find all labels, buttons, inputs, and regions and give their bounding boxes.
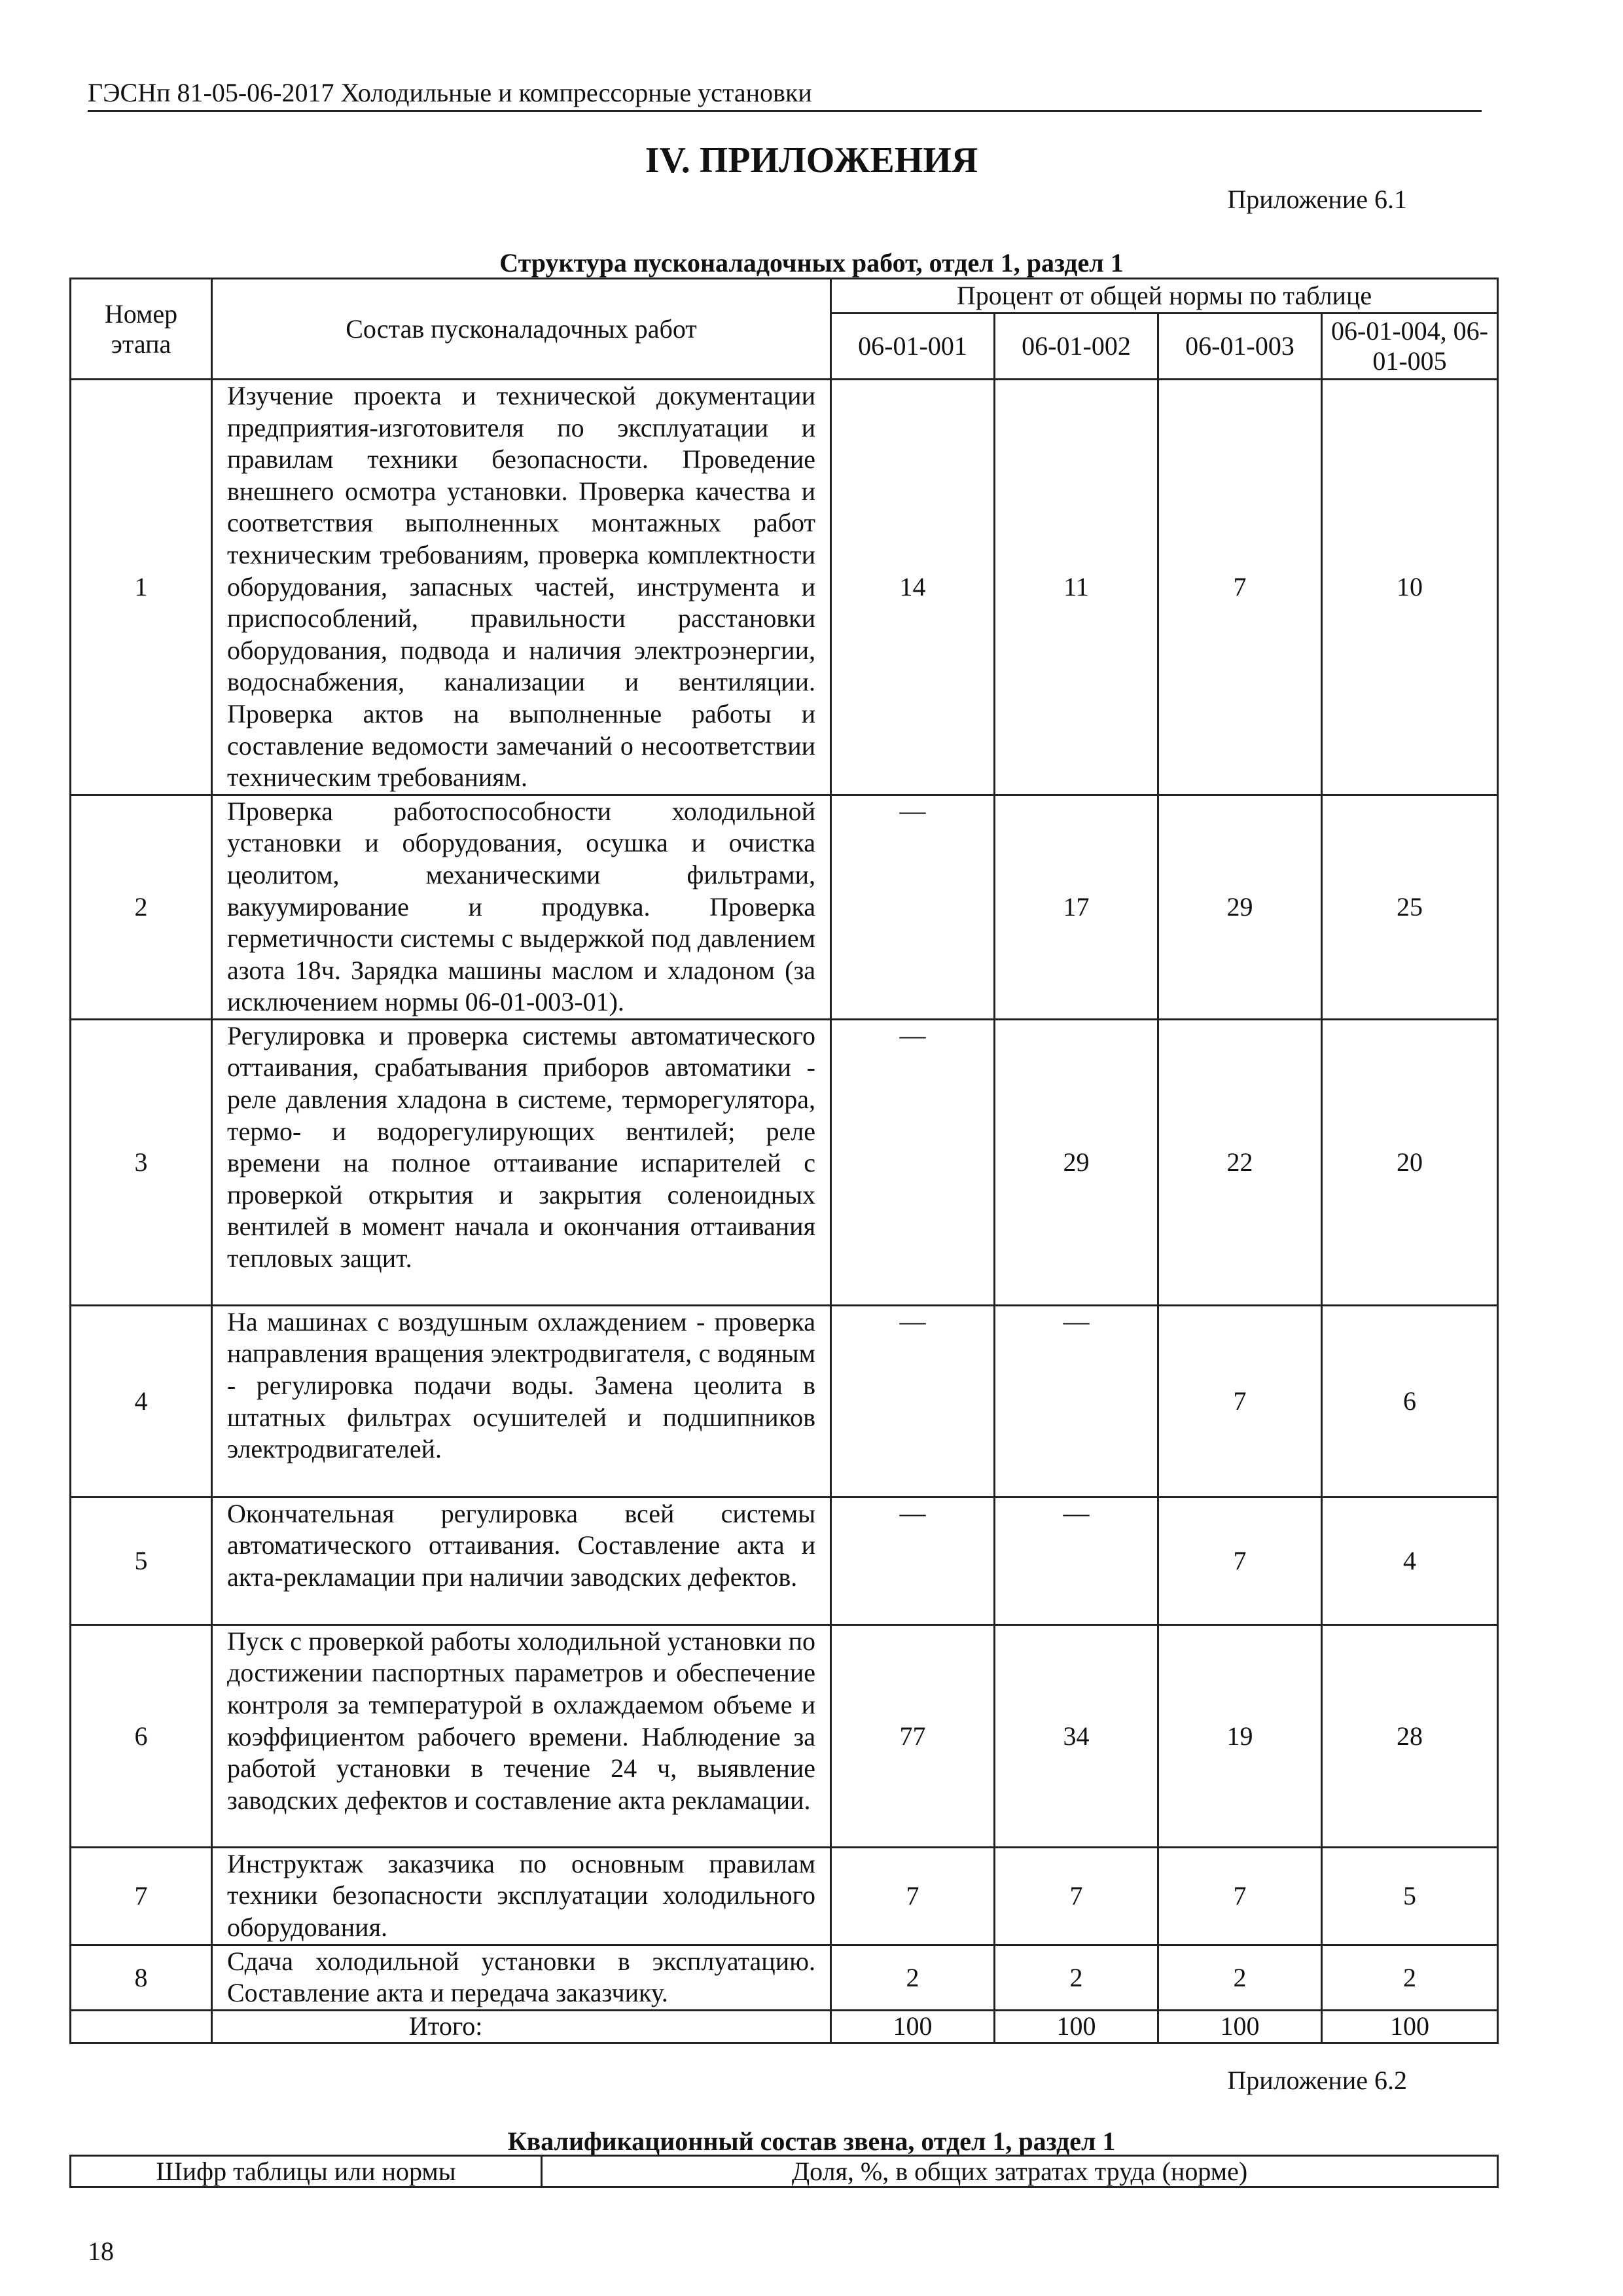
percent-value: 2: [1158, 1945, 1322, 2010]
dash-mark: —: [1063, 1498, 1090, 1528]
table-row: [71, 1497, 1498, 1624]
page-number: 18: [88, 2236, 114, 2266]
total-value: 100: [995, 2010, 1158, 2043]
dash-mark: —: [899, 1498, 926, 1528]
works-description: Изучение проекта и технической документации предприятия-изготовителя по эксплуатации и правилам техники безопасности. Проведение внешнего осмотра установки. Проверка качества и соответствия выполненных монтажных работ техническим требованиям, проверка комплектности оборудования, запасных частей, инструмента и приспособлений, правильности расстановки оборудования, подвода и наличия электроэнергии, водоснабжения, канализации и вентиляции. Проверка актов на выполненные работы и составление ведомости замечаний о несоответствии техническим требованиям.: [212, 380, 831, 795]
dash-mark: —: [899, 795, 926, 825]
total-value: 100: [1158, 2010, 1322, 2043]
percent-value: 34: [995, 1624, 1158, 1847]
table-row: [71, 1305, 1498, 1497]
percent-value: [831, 1019, 995, 1305]
dash-mark: —: [899, 1306, 926, 1336]
header-table-code: Шифр таблицы или нормы: [71, 2156, 542, 2187]
percent-value: [831, 795, 995, 1019]
stage-number: 7: [71, 1847, 212, 1945]
percent-value: 25: [1322, 795, 1498, 1019]
percent-value: [831, 1305, 995, 1497]
stage-number: 8: [71, 1945, 212, 2010]
stage-number: 3: [71, 1019, 212, 1305]
stage-number: 4: [71, 1305, 212, 1497]
header-stage-number: Номер этапа: [71, 279, 212, 380]
percent-value: 7: [1158, 1847, 1322, 1945]
percent-value: 77: [831, 1624, 995, 1847]
total-empty-cell: [71, 2010, 212, 2043]
running-header: ГЭСНп 81-05-06-2017 Холодильные и компрессорные установки: [88, 76, 1482, 112]
header-code-06-01-003: 06-01-003: [1158, 314, 1322, 380]
stage-number: 2: [71, 795, 212, 1019]
total-label: Итого:: [212, 2010, 831, 2043]
percent-value: 11: [995, 380, 1158, 795]
crew-qualification-table: [69, 2155, 1499, 2188]
appendix-6-1-label: Приложение 6.1: [1227, 185, 1407, 214]
commissioning-works-table: [69, 278, 1499, 2044]
works-description: Окончательная регулировка всей системы автоматического оттаивания. Составление акта и акта-рекламации при наличии заводских дефектов.: [212, 1497, 831, 1624]
appendix-6-2-label: Приложение 6.2: [1227, 2066, 1407, 2095]
works-description: Пуск с проверкой работы холодильной установки по достижении паспортных параметров и обеспечение контроля за температурой в охлаждаемом объеме и коэффициентом рабочего времени. Наблюдение за работой установки в течение 24 ч, выявление заводских дефектов и составление акта рекламации.: [212, 1624, 831, 1847]
dash-mark: —: [1063, 1306, 1090, 1336]
works-description: Инструктаж заказчика по основным правилам техники безопасности эксплуатации холодильного оборудования.: [212, 1847, 831, 1945]
percent-value: 2: [831, 1945, 995, 2010]
percent-value: 20: [1322, 1019, 1498, 1305]
percent-value: 2: [995, 1945, 1158, 2010]
stage-number: 5: [71, 1497, 212, 1624]
works-description: На машинах с воздушным охлаждением - проверка направления вращения электродвигателя, с водяным - регулировка подачи воды. Замена цеолита в штатных фильтрах осушителей и подшипников электродвигателей.: [212, 1305, 831, 1497]
header-labor-share: Доля, %, в общих затратах труда (норме): [542, 2156, 1498, 2187]
total-value: 100: [1322, 2010, 1498, 2043]
total-value: 100: [831, 2010, 995, 2043]
percent-value: 29: [1158, 795, 1322, 1019]
table-row: [71, 380, 1498, 795]
works-table-caption: Структура пусконаладочных работ, отдел 1, раздел 1: [499, 248, 1124, 278]
percent-value: 7: [1158, 1497, 1322, 1624]
percent-value: [831, 1497, 995, 1624]
section-title: IV. ПРИЛОЖЕНИЯ: [645, 140, 978, 181]
percent-value: 6: [1322, 1305, 1498, 1497]
crew-table-caption: Квалификационный состав звена, отдел 1, раздел 1: [507, 2126, 1116, 2156]
percent-value: [995, 1305, 1158, 1497]
header-code-06-01-002: 06-01-002: [995, 314, 1158, 380]
header-code-06-01-004-005: 06-01-004, 06-01-005: [1322, 314, 1498, 380]
works-description: Регулировка и проверка системы автоматического оттаивания, срабатывания приборов автоматики - реле давления хладона в системе, терморегулятора, термо- и водорегулирующих вентилей; реле времени на полное оттаивание испарителей с проверкой открытия и закрытия соленоидных вентилей в момент начала и окончания оттаивания тепловых защит.: [212, 1019, 831, 1305]
percent-value: [995, 1497, 1158, 1624]
percent-value: 7: [995, 1847, 1158, 1945]
percent-value: 7: [1158, 380, 1322, 795]
percent-value: 19: [1158, 1624, 1322, 1847]
percent-value: 10: [1322, 380, 1498, 795]
percent-value: 22: [1158, 1019, 1322, 1305]
stage-number: 1: [71, 380, 212, 795]
percent-value: 29: [995, 1019, 1158, 1305]
percent-value: 5: [1322, 1847, 1498, 1945]
percent-value: 7: [1158, 1305, 1322, 1497]
table-row: [71, 1019, 1498, 1305]
percent-value: 28: [1322, 1624, 1498, 1847]
stage-number: 6: [71, 1624, 212, 1847]
header-percent-group: Процент от общей нормы по таблице: [831, 279, 1498, 314]
percent-value: 7: [831, 1847, 995, 1945]
percent-value: 14: [831, 380, 995, 795]
dash-mark: —: [899, 1020, 926, 1050]
table-row: [71, 1847, 1498, 1945]
total-row: [71, 2010, 1498, 2043]
table-row: [71, 1945, 1498, 2010]
percent-value: 4: [1322, 1497, 1498, 1624]
works-description: Проверка работоспособности холодильной установки и оборудования, осушка и очистка цеолитом, механическими фильтрами, вакуумирование и продувка. Проверка герметичности системы с выдержкой под давлением азота 18ч. Зарядка машины маслом и хладоном (за исключением нормы 06-01-003-01).: [212, 795, 831, 1019]
percent-value: 17: [995, 795, 1158, 1019]
table-row: [71, 795, 1498, 1019]
works-description: Сдача холодильной установки в эксплуатацию. Составление акта и передача заказчику.: [212, 1945, 831, 2010]
header-code-06-01-001: 06-01-001: [831, 314, 995, 380]
header-works-composition: Состав пусконаладочных работ: [212, 279, 831, 380]
percent-value: 2: [1322, 1945, 1498, 2010]
table-row: [71, 1624, 1498, 1847]
